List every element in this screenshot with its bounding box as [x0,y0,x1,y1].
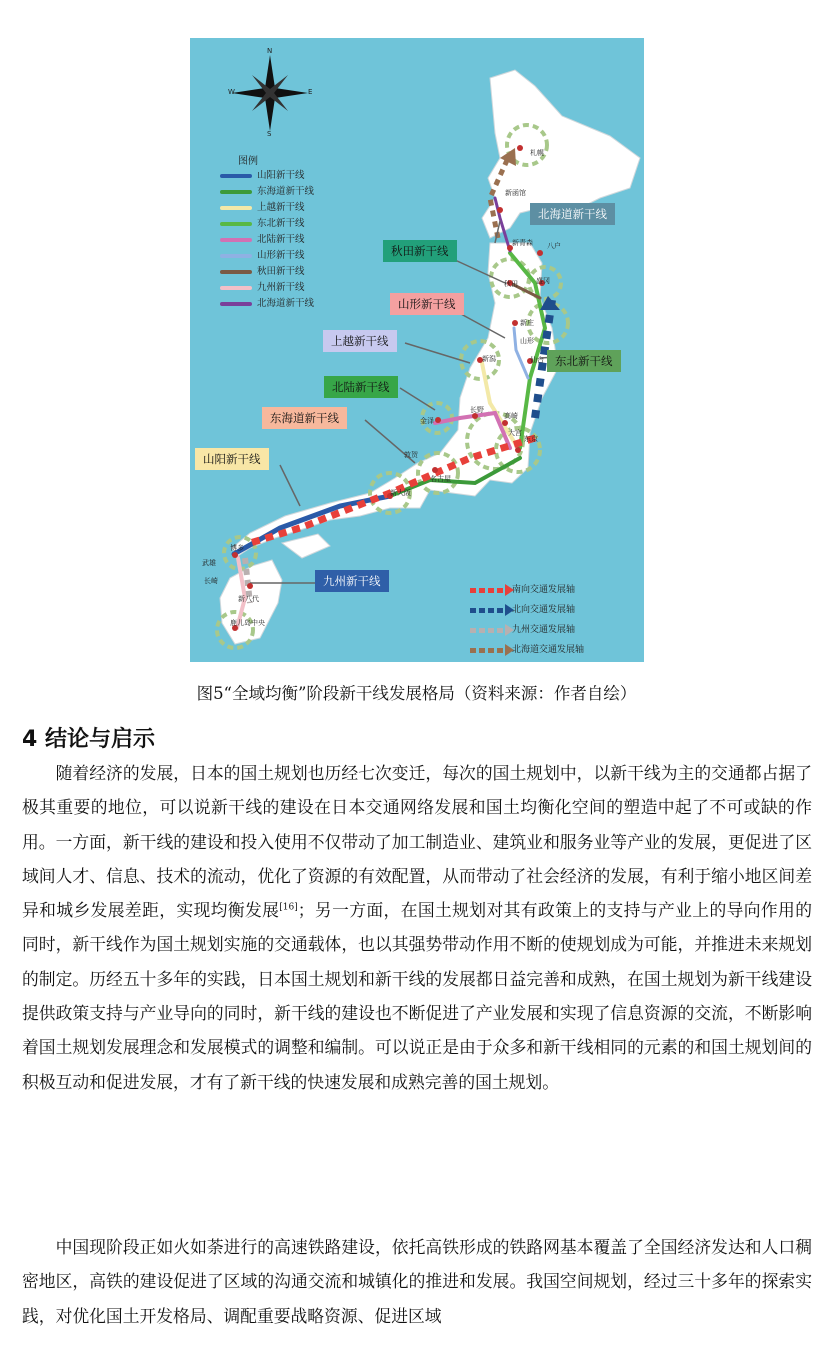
compass-w-label: W [228,88,235,96]
paragraph-1-part-a: 随着经济的发展，日本的国土规划也历经七次变迁，每次的国土规划中，以新干线为主的交通都占据了极其重要的地位，可以说新干线的建设在日本交通网络发展和国土均衡化空间的塑造中起了不可或缺的作用。一方面，新干线的建设和投入使用不仅带动了加工制造业、建筑业和服务业等产业的发展，更促进了区域间人才、信息、技术的流动，优化了资源的有效配置，从而带动了社会经济的发展，有利于缩小地区间差异和城乡发展差距，实现均衡发展 [22,763,812,921]
city-label: 八户 [547,242,561,250]
city-label: 山形 [520,337,534,345]
legend-item: 山阳新干线 [220,168,314,184]
city-label: 札幌 [530,149,544,157]
tag-tokaido-shinkansen: 东海道新干线 [262,407,347,429]
city-label: 东京 [524,435,538,443]
tag-sanyo-shinkansen: 山阳新干线 [195,448,269,470]
citation-ref[interactable]: [16] [279,902,298,913]
shinkansen-map-figure [190,38,644,662]
city-label: 盛冈 [536,277,550,285]
city-label: 新庄 [520,319,534,327]
legend-item: 北陆新干线 [220,232,314,248]
legend-item: 山形新干线 [220,248,314,264]
axis-legend-item: 九州交通发展轴 [470,620,584,640]
city-label: 敦贺 [404,451,418,459]
axis-legend-item: 北海道交通发展轴 [470,640,584,660]
city-label: 秋田 [504,280,518,288]
tag-akita-shinkansen: 秋田新干线 [383,240,457,262]
city-label: 长野 [470,406,484,414]
city-label: 高崎 [504,412,518,420]
axis-legend [470,580,584,660]
city-label: 新青森 [512,239,533,247]
tag-hokuriku-shinkansen: 北陆新干线 [324,376,398,398]
tag-yamagata-shinkansen: 山形新干线 [390,293,464,315]
city-label: 新八代 [238,595,259,603]
city-label: 鹿儿岛中央 [230,619,265,627]
city-label: 新潟 [482,355,496,363]
tag-tohoku-shinkansen: 东北新干线 [547,350,621,372]
city-label: 博多 [230,544,244,552]
legend-item: 秋田新干线 [220,264,314,280]
city-label: 名古屋 [430,475,451,483]
tag-kyushu-shinkansen: 九州新干线 [315,570,389,592]
city-label: 长崎 [204,577,218,585]
axis-legend-item: 北向交通发展轴 [470,600,584,620]
legend-title: 图例 [238,156,258,167]
legend-item: 北海道新干线 [220,296,314,312]
city-label: 新大阪 [390,489,411,497]
compass-s-label: S [267,130,272,138]
figure-caption: 图5“全域均衡”阶段新干线发展格局（资料来源：作者自绘） [196,684,637,703]
city-label: 武雄 [202,559,216,567]
axis-legend-item: 南向交通发展轴 [470,580,584,600]
city-label: 金泽 [420,417,434,425]
city-label: 大宫 [508,429,522,437]
city-label: 新函馆 [505,189,526,197]
legend-list [220,168,314,312]
compass-n-label: N [267,47,273,55]
legend-item: 东北新干线 [220,216,314,232]
legend-item: 东海道新干线 [220,184,314,200]
paragraph-2: 中国现阶段正如火如荼进行的高速铁路建设，依托高铁形成的铁路网基本覆盖了全国经济发达和人口稠密地区，高铁的建设促进了区域的沟通交流和城镇化的推进和发展。我国空间规划，经过三十多年的探索实践，对优化国土开发格局、调配重要战略资源、促进区域 [22,1237,812,1326]
compass-e-label: E [308,88,313,96]
legend-item: 九州新干线 [220,280,314,296]
section-heading: 4 结论与启示 [22,727,155,752]
paragraph-1-part-b: ；另一方面，在国土规划对其有政策上的支持与产业上的导向作用的同时，新干线作为国土规划实施的交通载体，也以其强势带动作用不断的使规划成为可能，并推进未来规划的制定。历经五十多年的实践，日本国土规划和新干线的发展都日益完善和成熟，在国土规划为新干线建设提供政策支持与产业导向的同时，新干线的建设也不断促进了产业发展和实现了信息资源的交流，不断影响着国土规划发展理念和发展模式的调整和编制。可以说正是由于众多和新干线相同的元素的和国土规划间的积极互动和促进发展，才有了新干线的快速发展和成熟完善的国土规划。 [22,900,812,1092]
city-label: 仙台 [530,356,544,364]
compass-rose-icon [232,55,308,131]
tag-joetsu-shinkansen: 上越新干线 [323,330,397,352]
tag-hokkaido-shinkansen: 北海道新干线 [530,203,615,225]
legend-item: 上越新干线 [220,200,314,216]
paragraph-1 [22,756,812,1099]
